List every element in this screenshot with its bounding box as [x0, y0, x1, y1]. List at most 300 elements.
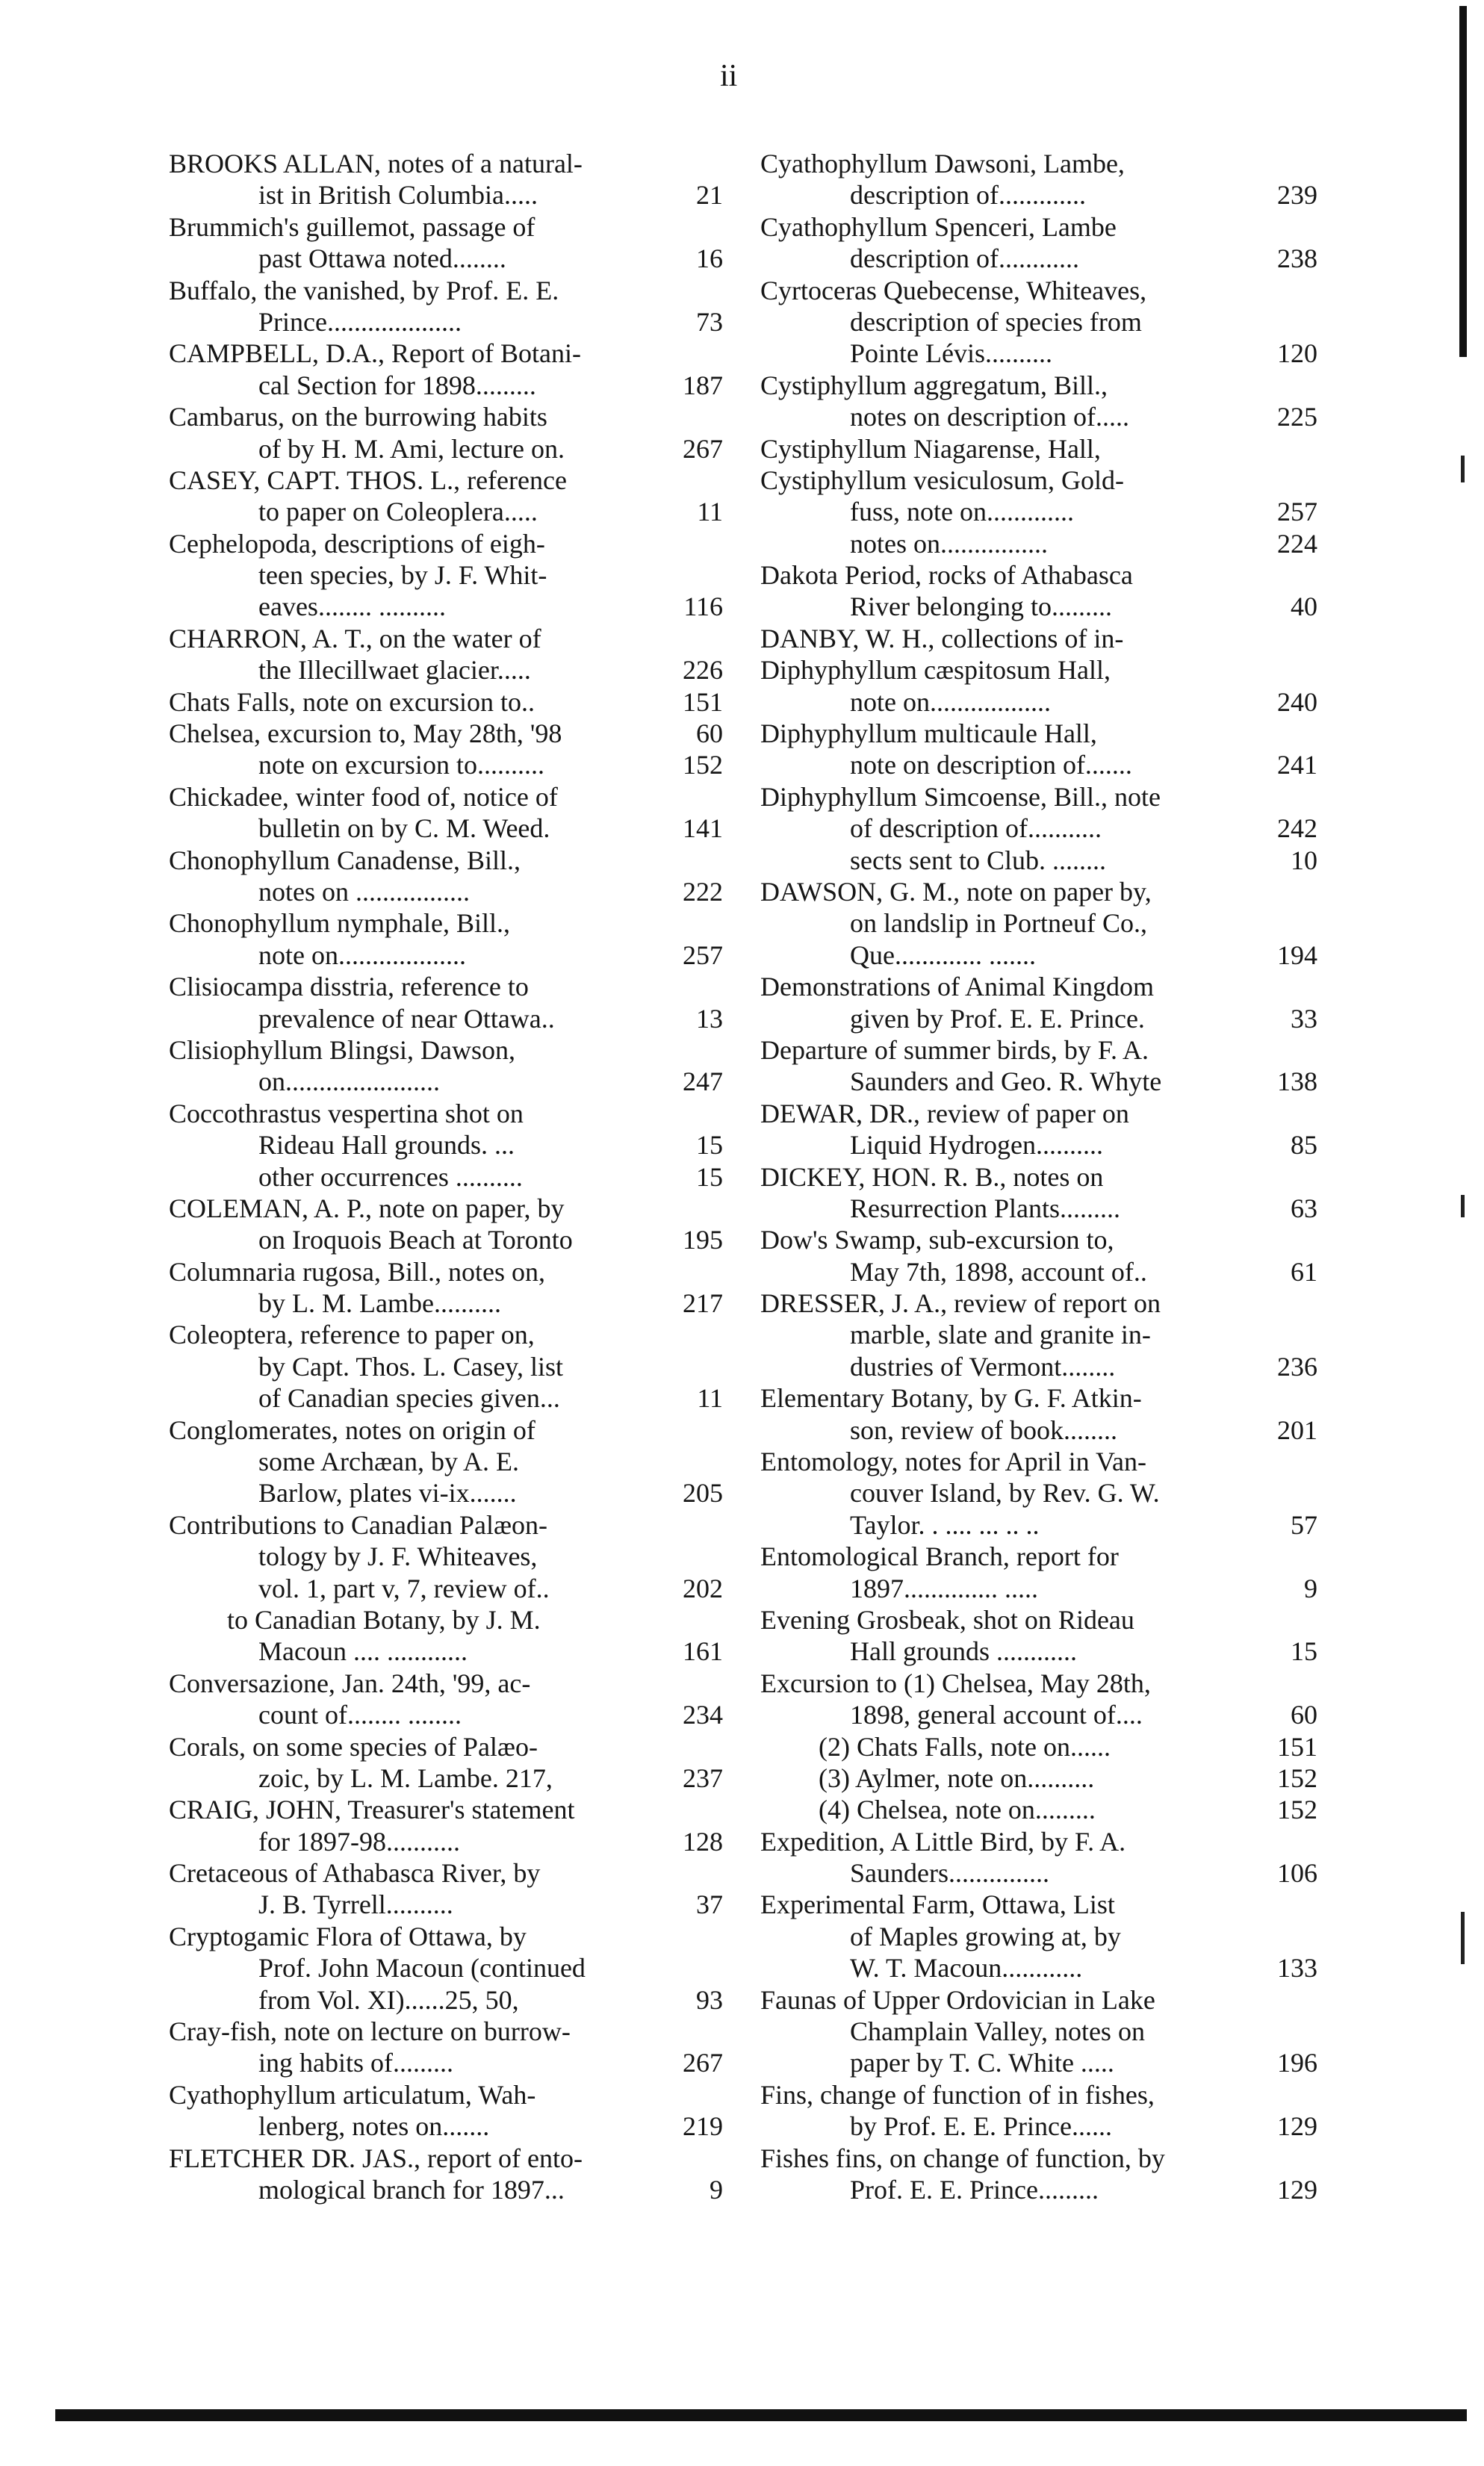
- index-entry-text: the Illecillwaet glacier.....: [258, 655, 531, 686]
- index-entry-line: [760, 1889, 1317, 1920]
- index-entry-page: 9: [704, 2174, 723, 2205]
- index-entry-line: [169, 1826, 723, 1857]
- index-entry-page: 257: [677, 939, 723, 971]
- index-entry-line: [760, 243, 1317, 274]
- index-entry-text: couver Island, by Rev. G. W.: [850, 1478, 1160, 1509]
- index-entry-page: 225: [1271, 401, 1317, 432]
- index-entry-page: 152: [677, 749, 723, 780]
- index-entry-line: [760, 654, 1317, 686]
- index-entry-line: [760, 1098, 1317, 1129]
- index-entry-line: [169, 2174, 723, 2205]
- index-entry-page: 151: [677, 686, 723, 718]
- index-entry-text: Coleoptera, reference to paper on,: [169, 1320, 535, 1350]
- index-entry-text: tology by J. F. Whiteaves,: [258, 1541, 538, 1572]
- index-entry-line: [760, 496, 1317, 527]
- index-entry-text: Columnaria rugosa, Bill., notes on,: [169, 1256, 545, 1287]
- index-entry-line: [169, 1541, 723, 1572]
- index-column-left: [169, 148, 723, 2205]
- index-entry-text: Diphyphyllum Simcoense, Bill., note: [760, 781, 1161, 812]
- index-entry-line: [169, 1668, 723, 1699]
- index-entry-line: [169, 528, 723, 559]
- index-entry-page: 9: [1298, 1573, 1317, 1604]
- index-entry-line: [760, 2174, 1317, 2205]
- index-entry-text: notes on................: [850, 528, 1048, 559]
- index-entry-line: [760, 1731, 1317, 1762]
- index-entry-text: to Canadian Botany, by J. M.: [227, 1604, 541, 1635]
- index-entry-text: Resurrection Plants.........: [850, 1193, 1120, 1223]
- index-entry-line: [169, 370, 723, 401]
- index-entry-page: 60: [1285, 1699, 1317, 1730]
- index-entry-page: 128: [677, 1826, 723, 1857]
- index-entry-line: [760, 939, 1317, 971]
- index-entry-text: Chickadee, winter food of, notice of: [169, 781, 558, 812]
- index-entry-text: Liquid Hydrogen..........: [850, 1130, 1103, 1161]
- index-entry-text: Cambarus, on the burrowing habits: [169, 402, 547, 432]
- index-entry-line: [760, 1319, 1317, 1350]
- index-entry-page: 15: [690, 1161, 723, 1193]
- index-entry-text: Excursion to (1) Chelsea, May 28th,: [760, 1668, 1151, 1698]
- index-entry-line: [169, 433, 723, 465]
- index-entry-line: [169, 179, 723, 211]
- index-entry-text: Prof. John Macoun (continued: [258, 1953, 586, 1984]
- index-entry-line: [760, 1541, 1317, 1572]
- index-entry-text: Evening Grosbeak, shot on Rideau: [760, 1604, 1134, 1635]
- index-entry-text: Cyathophyllum articulatum, Wah-: [169, 2079, 536, 2110]
- index-entry-line: [760, 1794, 1317, 1825]
- index-entry-line: [760, 2111, 1317, 2142]
- index-entry-page: 60: [690, 718, 723, 749]
- index-entry-line: [169, 686, 723, 718]
- index-entry-line: [760, 1826, 1317, 1857]
- index-entry-text: DAWSON, G. M., note on paper by,: [760, 876, 1152, 907]
- index-entry-line: [760, 1921, 1317, 1952]
- index-entry-page: 120: [1271, 338, 1317, 369]
- index-entry-line: [760, 623, 1317, 654]
- index-entry-text: notes on description of.....: [850, 402, 1129, 432]
- index-entry-text: Coccothrastus vespertina shot on: [169, 1098, 524, 1128]
- index-entry-page: 15: [690, 1129, 723, 1161]
- index-entry-text: Dow's Swamp, sub-excursion to,: [760, 1225, 1114, 1255]
- index-entry-line: [169, 623, 723, 654]
- index-entry-line: [760, 338, 1317, 369]
- index-entry-text: DANBY, W. H., collections of in-: [760, 623, 1124, 653]
- index-entry-line: [760, 528, 1317, 559]
- index-entry-text: Cryptogamic Flora of Ottawa, by: [169, 1921, 527, 1951]
- index-entry-line: [760, 971, 1317, 1002]
- index-entry-page: 238: [1271, 243, 1317, 274]
- index-entry-line: [169, 907, 723, 939]
- index-entry-page: 247: [677, 1066, 723, 1097]
- index-entry-page: 106: [1271, 1857, 1317, 1889]
- index-entry-text: Departure of summer birds, by F. A.: [760, 1034, 1149, 1065]
- index-entry-text: Diphyphyllum multicaule Hall,: [760, 718, 1097, 749]
- index-entry-line: [169, 845, 723, 876]
- index-entry-line: [169, 876, 723, 907]
- index-entry-line: [760, 907, 1317, 939]
- index-entry-text: Chats Falls, note on excursion to..: [169, 686, 535, 717]
- index-entry-text: Taylor. . .... ... .. ..: [850, 1509, 1040, 1540]
- index-entry-text: Conglomerates, notes on origin of: [169, 1414, 535, 1445]
- index-entry-text: DICKEY, HON. R. B., notes on: [760, 1161, 1104, 1192]
- index-entry-text: Demonstrations of Animal Kingdom: [760, 972, 1154, 1002]
- index-entry-text: by L. M. Lambe..........: [258, 1288, 501, 1319]
- index-entry-line: [169, 1098, 723, 1129]
- index-entry-line: [760, 686, 1317, 718]
- index-entry-line: [169, 1161, 723, 1193]
- index-entry-line: [169, 1762, 723, 1794]
- index-entry-page: 219: [677, 2111, 723, 2142]
- index-entry-line: [760, 718, 1317, 749]
- index-entry-line: [760, 1984, 1317, 2016]
- index-entry-line: [760, 211, 1317, 243]
- index-entry-line: [169, 401, 723, 432]
- index-entry-text: on.......................: [258, 1066, 440, 1097]
- index-entry-line: [169, 1573, 723, 1604]
- index-entry-line: [169, 971, 723, 1002]
- index-entry-page: 267: [677, 2047, 723, 2078]
- index-entry-line: [169, 1921, 723, 1952]
- index-entry-line: [760, 1066, 1317, 1097]
- index-entry-text: Chelsea, excursion to, May 28th, '98: [169, 718, 562, 749]
- index-entry-page: 85: [1285, 1129, 1317, 1161]
- index-entry-text: COLEMAN, A. P., note on paper, by: [169, 1193, 565, 1223]
- index-entry-text: dustries of Vermont........: [850, 1351, 1116, 1382]
- index-entry-page: 61: [1285, 1256, 1317, 1288]
- index-entry-text: Fishes fins, on change of function, by: [760, 2143, 1165, 2173]
- index-entry-text: ist in British Columbia.....: [258, 180, 538, 211]
- index-entry-text: DEWAR, DR., review of paper on: [760, 1098, 1129, 1128]
- index-entry-line: [760, 1477, 1317, 1509]
- index-entry-page: 11: [691, 1382, 723, 1414]
- index-entry-line: [760, 1573, 1317, 1604]
- index-entry-line: [760, 1351, 1317, 1382]
- index-entry-line: [760, 1382, 1317, 1414]
- index-entry-page: 33: [1285, 1003, 1317, 1034]
- index-entry-text: May 7th, 1898, account of..: [850, 1256, 1147, 1287]
- index-entry-text: by Capt. Thos. L. Casey, list: [258, 1351, 563, 1382]
- index-entry-text: from Vol. XI)......25, 50,: [258, 1984, 519, 2015]
- index-entry-page: 93: [690, 1984, 723, 2016]
- index-entry-line: [169, 1446, 723, 1477]
- index-entry-text: fuss, note on.............: [850, 497, 1074, 527]
- index-entry-page: 138: [1271, 1066, 1317, 1097]
- index-entry-text: sects sent to Club. ........: [850, 845, 1106, 875]
- index-entry-page: 11: [691, 496, 723, 527]
- index-entry-text: mological branch for 1897...: [258, 2175, 565, 2205]
- index-entry-page: 13: [690, 1003, 723, 1034]
- index-entry-line: [760, 2016, 1317, 2047]
- index-entry-line: [760, 1509, 1317, 1541]
- index-entry-line: [760, 306, 1317, 338]
- index-entry-line: [760, 1414, 1317, 1446]
- index-entry-line: [169, 211, 723, 243]
- index-entry-text: other occurrences ..........: [258, 1161, 523, 1192]
- index-entry-line: [169, 2111, 723, 2142]
- index-entry-page: 196: [1271, 2047, 1317, 2078]
- index-entry-line: [169, 1224, 723, 1255]
- index-entry-line: [169, 148, 723, 179]
- index-entry-text: Cyathophyllum Dawsoni, Lambe,: [760, 149, 1125, 178]
- index-entry-text: teen species, by J. F. Whit-: [258, 560, 547, 591]
- index-entry-text: (3) Aylmer, note on..........: [819, 1762, 1095, 1793]
- index-entry-text: Cretaceous of Athabasca River, by: [169, 1858, 541, 1889]
- index-entry-page: 205: [677, 1477, 723, 1509]
- index-entry-text: Conversazione, Jan. 24th, '99, ac-: [169, 1668, 531, 1698]
- index-entry-line: [169, 1351, 723, 1382]
- index-entry-line: [760, 1699, 1317, 1730]
- index-entry-text: for 1897-98...........: [258, 1826, 460, 1857]
- index-entry-page: 63: [1285, 1193, 1317, 1224]
- index-entry-line: [169, 243, 723, 274]
- index-entry-line: [169, 1288, 723, 1319]
- page-edge-mark: [1461, 1195, 1465, 1217]
- index-entry-text: son, review of book........: [850, 1414, 1117, 1445]
- index-entry-line: [169, 1477, 723, 1509]
- index-entry-text: zoic, by L. M. Lambe. 217,: [258, 1762, 553, 1793]
- index-entry-line: [169, 1952, 723, 1984]
- index-entry-line: [760, 1256, 1317, 1288]
- index-entry-line: [169, 813, 723, 844]
- index-entry-text: DRESSER, J. A., review of report on: [760, 1288, 1161, 1319]
- index-entry-text: description of species from: [850, 306, 1142, 337]
- index-entry-text: of description of...........: [850, 813, 1102, 844]
- index-entry-page: 129: [1271, 2111, 1317, 2142]
- index-entry-text: Champlain Valley, notes on: [850, 2016, 1145, 2047]
- index-entry-page: 57: [1285, 1509, 1317, 1541]
- index-entry-text: Corals, on some species of Palæo-: [169, 1731, 538, 1762]
- index-entry-line: [169, 1636, 723, 1667]
- index-entry-text: Cystiphyllum aggregatum, Bill.,: [760, 370, 1108, 400]
- index-entry-line: [169, 1382, 723, 1414]
- index-entry-line: [169, 654, 723, 686]
- index-entry-text: Que............. .......: [850, 939, 1036, 970]
- index-entry-text: FLETCHER DR. JAS., report of ento-: [169, 2143, 583, 2173]
- index-entry-text: Saunders and Geo. R. Whyte: [850, 1066, 1162, 1097]
- index-entry-text: prevalence of near Ottawa..: [258, 1003, 555, 1034]
- index-entry-line: [169, 1604, 723, 1636]
- index-entry-line: [760, 559, 1317, 591]
- index-entry-text: J. B. Tyrrell..........: [258, 1889, 453, 1920]
- index-entry-text: Chonophyllum nymphale, Bill.,: [169, 908, 510, 939]
- index-entry-text: River belonging to.........: [850, 591, 1112, 622]
- index-entry-text: CAMPBELL, D.A., Report of Botani-: [169, 338, 581, 369]
- index-entry-line: [169, 1129, 723, 1161]
- index-entry-page: 40: [1285, 591, 1317, 622]
- index-entry-line: [169, 559, 723, 591]
- index-entry-page: 161: [677, 1636, 723, 1667]
- index-entry-line: [169, 2143, 723, 2174]
- index-entry-text: Barlow, plates vi-ix.......: [258, 1478, 517, 1509]
- index-entry-text: Entomological Branch, report for: [760, 1541, 1119, 1572]
- index-entry-line: [760, 591, 1317, 622]
- index-entry-text: Prince....................: [258, 306, 462, 337]
- index-entry-text: Prof. E. E. Prince.........: [850, 2175, 1099, 2205]
- index-entry-text: cal Section for 1898.........: [258, 370, 536, 400]
- index-entry-line: [169, 275, 723, 306]
- index-entry-page: 187: [677, 370, 723, 401]
- index-entry-line: [760, 845, 1317, 876]
- index-entry-page: 236: [1271, 1351, 1317, 1382]
- index-entry-page: 224: [1271, 528, 1317, 559]
- index-entry-line: [169, 496, 723, 527]
- index-entry-line: [760, 781, 1317, 813]
- index-entry-text: 1898, general account of....: [850, 1700, 1143, 1730]
- index-entry-text: Saunders...............: [850, 1858, 1049, 1889]
- index-entry-line: [169, 2047, 723, 2078]
- index-entry-text: description of.............: [850, 180, 1086, 211]
- index-entry-page: 201: [1271, 1414, 1317, 1446]
- index-entry-text: description of............: [850, 243, 1079, 274]
- index-entry-line: [169, 1256, 723, 1288]
- index-entry-text: Brummich's guillemot, passage of: [169, 211, 535, 242]
- index-entry-text: of Maples growing at, by: [850, 1921, 1121, 1951]
- index-entry-line: [169, 465, 723, 496]
- index-entry-text: on Iroquois Beach at Toronto: [258, 1225, 573, 1255]
- index-entry-line: [760, 1288, 1317, 1319]
- index-entry-page: 234: [677, 1699, 723, 1730]
- index-entry-line: [169, 718, 723, 749]
- index-entry-line: [760, 1952, 1317, 1984]
- index-entry-page: 37: [690, 1889, 723, 1920]
- index-entry-line: [169, 306, 723, 338]
- index-entry-text: note on description of.......: [850, 750, 1132, 780]
- page-edge-mark: [1461, 1912, 1465, 1964]
- index-entry-page: 194: [1271, 939, 1317, 971]
- index-entry-line: [760, 1668, 1317, 1699]
- index-entry-text: BROOKS ALLAN, notes of a natural-: [169, 149, 583, 178]
- index-entry-page: 222: [677, 876, 723, 907]
- index-entry-text: vol. 1, part v, 7, review of..: [258, 1573, 550, 1603]
- index-entry-line: [760, 1762, 1317, 1794]
- page-edge-mark: [1461, 456, 1465, 482]
- index-entry-text: Pointe Lévis..........: [850, 338, 1052, 369]
- index-entry-text: note on..................: [850, 686, 1051, 717]
- index-entry-line: [169, 1034, 723, 1066]
- index-entry-page: 202: [677, 1573, 723, 1604]
- index-entry-text: some Archæan, by A. E.: [258, 1447, 519, 1477]
- index-entry-page: 239: [1271, 179, 1317, 211]
- index-entry-text: Macoun .... ............: [258, 1636, 468, 1667]
- index-entry-line: [169, 1003, 723, 1034]
- index-entry-text: to paper on Coleoplera.....: [258, 497, 538, 527]
- index-entry-line: [169, 1509, 723, 1541]
- index-entry-text: CRAIG, JOHN, Treasurer's statement: [169, 1795, 575, 1825]
- index-entry-line: [760, 1193, 1317, 1224]
- index-entry-line: [760, 1003, 1317, 1034]
- index-entry-text: eaves........ ..........: [258, 591, 446, 622]
- index-entry-page: 15: [1285, 1636, 1317, 1667]
- index-entry-line: [760, 813, 1317, 844]
- index-entry-text: (2) Chats Falls, note on......: [819, 1731, 1111, 1762]
- index-entry-line: [169, 1319, 723, 1350]
- index-entry-text: Cystiphyllum Niagarense, Hall,: [760, 433, 1101, 464]
- index-entry-page: 21: [690, 179, 723, 211]
- index-entry-line: [169, 781, 723, 813]
- index-entry-text: of Canadian species given...: [258, 1383, 560, 1414]
- index-entry-text: Cyrtoceras Quebecense, Whiteaves,: [760, 275, 1147, 305]
- index-entry-text: Hall grounds ............: [850, 1636, 1077, 1667]
- index-entry-text: count of........ ........: [258, 1700, 462, 1730]
- index-entry-text: W. T. Macoun............: [850, 1953, 1083, 1984]
- index-entry-text: CASEY, CAPT. THOS. L., reference: [169, 465, 567, 495]
- index-entry-line: [169, 749, 723, 780]
- index-entry-text: Cyathophyllum Spenceri, Lambe: [760, 211, 1117, 242]
- index-entry-line: [169, 1414, 723, 1446]
- index-entry-page: 195: [677, 1224, 723, 1255]
- index-entry-page: 152: [1271, 1762, 1317, 1794]
- index-entry-line: [760, 1224, 1317, 1255]
- index-entry-line: [169, 1193, 723, 1224]
- index-entry-line: [760, 1034, 1317, 1066]
- index-entry-text: Clisiocampa disstria, reference to: [169, 972, 529, 1002]
- index-entry-line: [760, 876, 1317, 907]
- index-entry-text: notes on .................: [258, 876, 470, 907]
- index-entry-line: [760, 401, 1317, 432]
- index-entry-page: 152: [1271, 1794, 1317, 1825]
- index-entry-line: [760, 465, 1317, 496]
- index-entry-page: 217: [677, 1288, 723, 1319]
- index-entry-line: [169, 1731, 723, 1762]
- index-entry-line: [760, 1161, 1317, 1193]
- index-entry-line: [760, 2079, 1317, 2111]
- index-entry-text: given by Prof. E. E. Prince.: [850, 1003, 1145, 1034]
- index-entry-page: 16: [690, 243, 723, 274]
- index-entry-line: [760, 2047, 1317, 2078]
- index-entry-line: [760, 148, 1317, 179]
- index-column-right: [760, 148, 1317, 2205]
- index-entry-line: [169, 2016, 723, 2047]
- index-entry-text: Clisiophyllum Blingsi, Dawson,: [169, 1034, 516, 1065]
- index-entry-line: [169, 1066, 723, 1097]
- index-entry-line: [760, 1857, 1317, 1889]
- index-entry-page: 129: [1271, 2174, 1317, 2205]
- index-entry-line: [760, 1129, 1317, 1161]
- index-entry-line: [760, 749, 1317, 780]
- index-entry-text: paper by T. C. White .....: [850, 2048, 1114, 2078]
- index-entry-line: [760, 1604, 1317, 1636]
- index-entry-text: note on...................: [258, 939, 466, 970]
- index-entry-line: [760, 275, 1317, 306]
- index-entry-page: 226: [677, 654, 723, 686]
- index-entry-text: on landslip in Portneuf Co.,: [850, 908, 1147, 939]
- index-entry-line: [760, 433, 1317, 465]
- index-entry-text: Chonophyllum Canadense, Bill.,: [169, 845, 521, 875]
- index-entry-page: 242: [1271, 813, 1317, 844]
- index-entry-text: Cephelopoda, descriptions of eigh-: [169, 528, 545, 559]
- index-entry-text: CHARRON, A. T., on the water of: [169, 623, 541, 653]
- index-entry-line: [760, 1446, 1317, 1477]
- bottom-rule: [55, 2409, 1467, 2421]
- index-entry-text: ing habits of.........: [258, 2048, 453, 2078]
- page-edge-bar: [1459, 6, 1467, 357]
- index-entry-line: [169, 2079, 723, 2111]
- index-entry-page: 240: [1271, 686, 1317, 718]
- index-entry-page: 257: [1271, 496, 1317, 527]
- index-entry-line: [760, 1636, 1317, 1667]
- index-entry-text: Cray-fish, note on lecture on burrow-: [169, 2016, 571, 2047]
- index-entry-line: [760, 2143, 1317, 2174]
- index-entry-text: Experimental Farm, Ottawa, List: [760, 1889, 1115, 1920]
- index-entry-line: [169, 338, 723, 369]
- index-entry-text: of by H. M. Ami, lecture on.: [258, 433, 565, 464]
- index-entry-page: 141: [677, 813, 723, 844]
- index-entry-text: Rideau Hall grounds. ...: [258, 1130, 515, 1161]
- index-entry-line: [760, 370, 1317, 401]
- index-entry-text: (4) Chelsea, note on.........: [819, 1795, 1096, 1825]
- index-entry-text: Contributions to Canadian Palæon-: [169, 1509, 547, 1540]
- index-entry-page: 73: [690, 306, 723, 338]
- index-entry-text: marble, slate and granite in-: [850, 1320, 1151, 1350]
